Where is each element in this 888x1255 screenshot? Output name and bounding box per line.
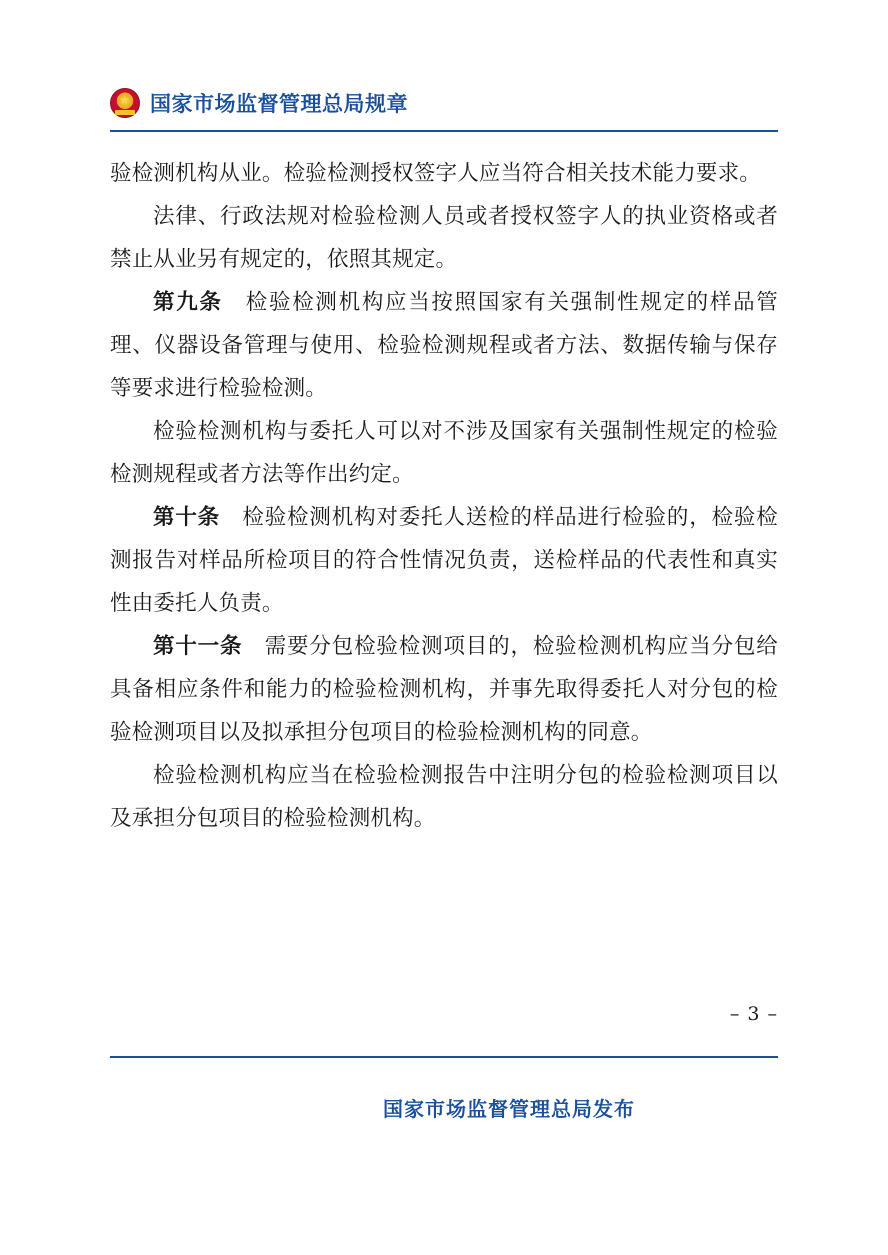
national-emblem-icon [110,88,140,118]
paragraph-text: 检验检测机构应当在检验检测报告中注明分包的检验检测项目以及承担分包项目的检验检测机构。 [110,763,778,831]
document-header [110,88,778,118]
paragraph [110,152,778,195]
paragraph-text: 验检测机构从业。检验检测授权签字人应当符合相关技术能力要求。 [110,161,762,186]
article-label: 第十一条 [153,634,243,659]
publisher-line: 国家市场监督管理总局发布 [383,1097,635,1121]
paragraph [110,281,778,410]
article-label: 第十条 [153,505,221,530]
emblem-base [115,110,135,115]
paragraph-text: 法律、行政法规对检验检测人员或者授权签字人的执业资格或者禁止从业另有规定的，依照其规定。 [110,204,778,272]
page-number: – 3 – [729,1003,778,1025]
paragraph [110,195,778,281]
paragraph [110,754,778,840]
header-divider [110,130,778,132]
page-title: 国家市场监督管理总局规章 [150,92,408,116]
article-label: 第九条 [153,290,223,315]
paragraph-text: 检验检测机构应当按照国家有关强制性规定的样品管理、仪器设备管理与使用、检验检测规程或者方法、数据传输与保存等要求进行检验检测。 [110,290,778,401]
paragraph [110,625,778,754]
paragraph-text: 检验检测机构对委托人送检的样品进行检验的，检验检测报告对样品所检项目的符合性情况负责，送检样品的代表性和真实性由委托人负责。 [110,505,778,616]
paragraph [110,410,778,496]
emblem-star: ★ [119,93,130,107]
footer-divider [110,1056,778,1058]
paragraph-text: 需要分包检验检测项目的，检验检测机构应当分包给具备相应条件和能力的检验检测机构，并事先取得委托人对分包的检验检测项目以及拟承担分包项目的检验检测机构的同意。 [110,634,778,745]
paragraph-text: 检验检测机构与委托人可以对不涉及国家有关强制性规定的检验检测规程或者方法等作出约定。 [110,419,778,487]
document-body [110,152,778,840]
paragraph [110,496,778,625]
